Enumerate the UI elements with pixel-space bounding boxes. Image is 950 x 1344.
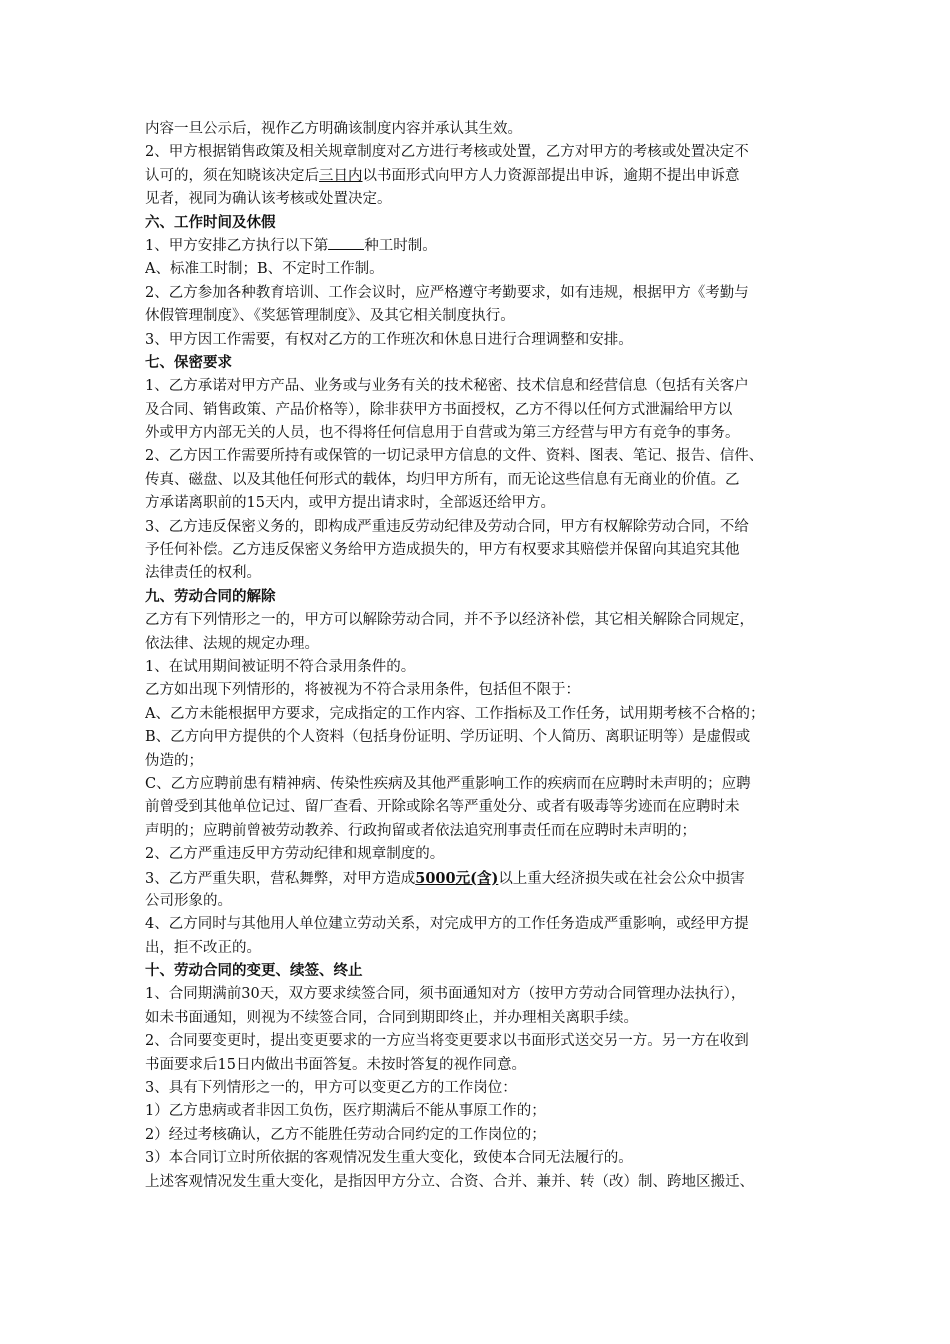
section-heading: 六、工作时间及休假 bbox=[145, 214, 276, 231]
paragraph-line: 2、乙方参加各种教育培训、工作会议时，应严格遵守考勤要求，如有违规，根据甲方《考勤与 bbox=[145, 284, 749, 301]
paragraph-line: C、乙方应聘前患有精神病、传染性疾病及其他严重影响工作的疾病而在应聘时未声明的；应聘 bbox=[145, 775, 751, 792]
paragraph-line: 上述客观情况发生重大变化，是指因甲方分立、合资、合并、兼并、转（改）制、跨地区搬迁、 bbox=[145, 1173, 754, 1190]
paragraph-line: A、乙方未能根据甲方要求，完成指定的工作内容、工作指标及工作任务，试用期考核不合格的； bbox=[145, 705, 765, 722]
text-segment: 1、甲方安排乙方执行以下第 bbox=[145, 237, 329, 254]
paragraph-line: A、标准工时制；B、不定时工作制。 bbox=[145, 261, 384, 278]
paragraph-line: 法律责任的权利。 bbox=[145, 565, 261, 582]
paragraph-line: B、乙方向甲方提供的个人资料（包括身份证明、学历证明、个人简历、离职证明等）是虚假或 bbox=[145, 729, 751, 746]
paragraph-line bbox=[145, 867, 815, 890]
section-heading: 十、劳动合同的变更、续签、终止 bbox=[145, 963, 363, 980]
paragraph-line: 书面要求后15日内做出书面答复。未按时答复的视作同意。 bbox=[145, 1056, 526, 1073]
paragraph-line: 3、甲方因工作需要，有权对乙方的工作班次和休息日进行合理调整和安排。 bbox=[145, 331, 633, 348]
paragraph-line: 依法律、法规的规定办理。 bbox=[145, 635, 319, 652]
paragraph-line: 4、乙方同时与其他用人单位建立劳动关系，对完成甲方的工作任务造成严重影响，或经甲方提 bbox=[145, 916, 749, 933]
section-heading: 七、保密要求 bbox=[145, 354, 232, 371]
paragraph-line: 传真、磁盘、以及其他任何形式的载体，均归甲方所有，而无论这些信息有无商业的价值。乙 bbox=[145, 471, 740, 488]
paragraph-line: 1、乙方承诺对甲方产品、业务或与业务有关的技术秘密、技术信息和经营信息（包括有关客户 bbox=[145, 378, 749, 395]
text-segment: 种工时制。 bbox=[364, 237, 437, 254]
paragraph-line: 及合同、销售政策、产品价格等），除非获甲方书面授权，乙方不得以任何方式泄漏给甲方以 bbox=[145, 401, 733, 418]
paragraph-line: 外或甲方内部无关的人员，也不得将任何信息用于自营或为第三方经营与甲方有竞争的事务。 bbox=[145, 425, 740, 442]
text-segment: 以上重大经济损失或在社会公众中损害 bbox=[498, 870, 745, 887]
paragraph-line: 乙方有下列情形之一的，甲方可以解除劳动合同，并不予以经济补偿，其它相关解除合同规定， bbox=[145, 612, 754, 629]
paragraph-line bbox=[145, 235, 815, 258]
paragraph-line: 2、乙方因工作需要所持有或保管的一切记录甲方信息的文件、资料、图表、笔记、报告、信件、 bbox=[145, 448, 764, 465]
paragraph-line: 休假管理制度》、《奖惩管理制度》、及其它相关制度执行。 bbox=[145, 308, 515, 325]
paragraph-line: 公司形象的。 bbox=[145, 892, 232, 909]
paragraph-line: 伪造的； bbox=[145, 752, 203, 769]
paragraph-line: 3、具有下列情形之一的，甲方可以变更乙方的工作岗位： bbox=[145, 1080, 517, 1097]
paragraph-line: 乙方如出现下列情形的，将被视为不符合录用条件，包括但不限于： bbox=[145, 682, 580, 699]
paragraph-line: 3）本合同订立时所依据的客观情况发生重大变化，致使本合同无法履行的。 bbox=[145, 1150, 633, 1167]
paragraph-line: 3、乙方违反保密义务的，即构成严重违反劳动纪律及劳动合同，甲方有权解除劳动合同，不给 bbox=[145, 518, 749, 535]
underlined-deadline: 三日内 bbox=[319, 167, 363, 184]
paragraph-line: 2、乙方严重违反甲方劳动纪律和规章制度的。 bbox=[145, 846, 445, 863]
section-heading: 九、劳动合同的解除 bbox=[145, 588, 276, 605]
paragraph-line bbox=[145, 165, 815, 188]
text-segment: 以书面形式向甲方人力资源部提出申诉，逾期不提出申诉意 bbox=[362, 167, 740, 184]
paragraph-line: 出，拒不改正的。 bbox=[145, 939, 261, 956]
document-page bbox=[145, 118, 815, 1194]
paragraph-line: 2、甲方根据销售政策及相关规章制度对乙方进行考核或处置，乙方对甲方的考核或处置决定不 bbox=[145, 144, 749, 161]
paragraph-line: 予任何补偿。乙方违反保密义务给甲方造成损失的，甲方有权要求其赔偿并保留向其追究其他 bbox=[145, 542, 740, 559]
fill-in-blank bbox=[328, 235, 364, 250]
paragraph-line: 内容一旦公示后，视作乙方明确该制度内容并承认其生效。 bbox=[145, 121, 522, 137]
paragraph-line: 1）乙方患病或者非因工负伤，医疗期满后不能从事原工作的； bbox=[145, 1103, 546, 1120]
paragraph-line: 见者，视同为确认该考核或处置决定。 bbox=[145, 191, 392, 208]
underlined-amount: 5000元(含) bbox=[415, 869, 499, 887]
paragraph-line: 如未书面通知，则视为不续签合同，合同到期即终止，并办理相关离职手续。 bbox=[145, 1009, 638, 1026]
paragraph-line: 2、合同要变更时，提出变更要求的一方应当将变更要求以书面形式送交另一方。另一方在收到 bbox=[145, 1033, 749, 1050]
paragraph-line: 2）经过考核确认，乙方不能胜任劳动合同约定的工作岗位的； bbox=[145, 1126, 546, 1143]
paragraph-line: 前曾受到其他单位记过、留厂查看、开除或除名等严重处分、或者有吸毒等劣迹而在应聘时未 bbox=[145, 799, 740, 816]
paragraph-line: 方承诺离职前的15天内，或甲方提出请求时，全部返还给甲方。 bbox=[145, 495, 555, 512]
text-segment: 3、乙方严重失职，营私舞弊，对甲方造成 bbox=[145, 870, 416, 887]
paragraph-line: 1、在试用期间被证明不符合录用条件的。 bbox=[145, 658, 416, 675]
paragraph-line: 声明的；应聘前曾被劳动教养、行政拘留或者依法追究刑事责任而在应聘时未声明的； bbox=[145, 822, 696, 839]
paragraph-line: 1、合同期满前30天，双方要求续签合同，须书面通知对方（按甲方劳动合同管理办法执行）， bbox=[145, 986, 746, 1003]
text-segment: 认可的，须在知晓该决定后 bbox=[145, 167, 319, 184]
